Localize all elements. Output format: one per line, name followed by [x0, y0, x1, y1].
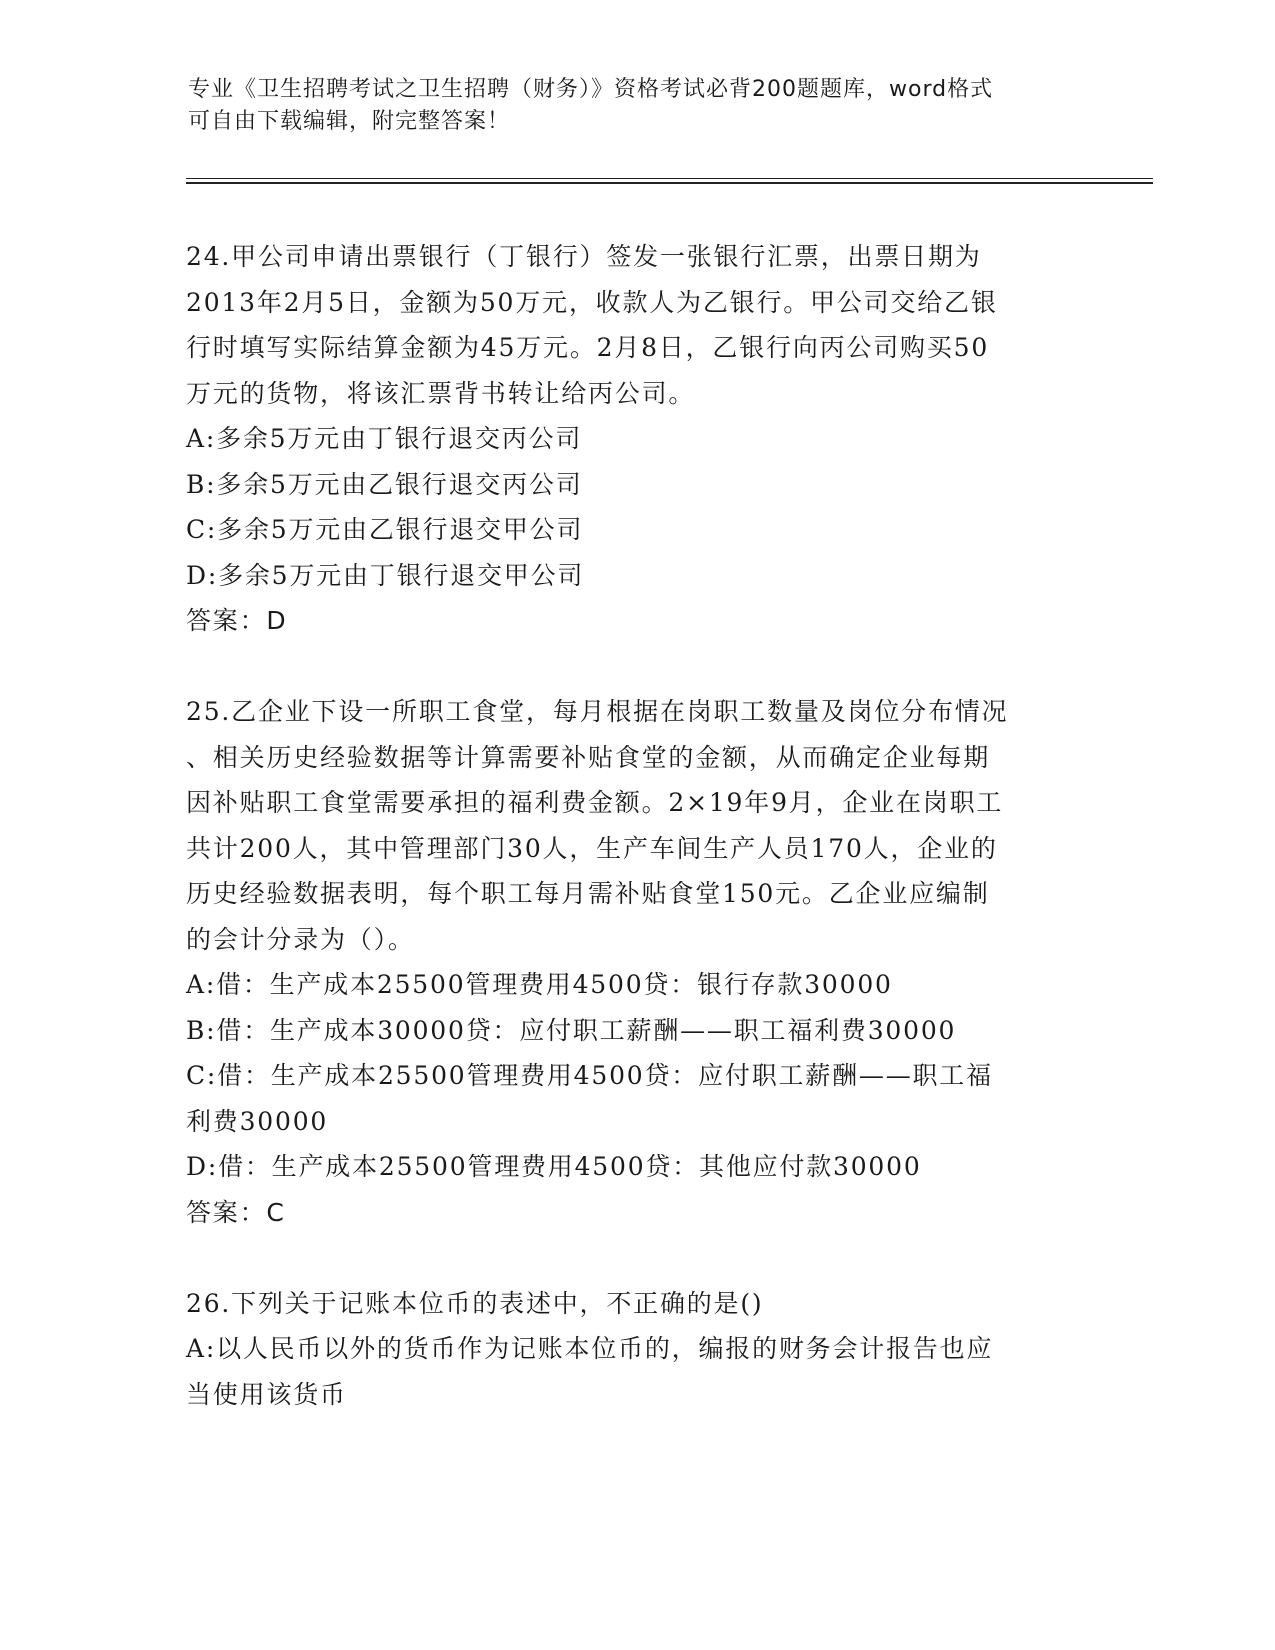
question-text-line: 历史经验数据表明，每个职工每月需补贴食堂150元。乙企业应编制: [186, 879, 990, 908]
question-text-line: 行时填写实际结算金额为45万元。2月8日，乙银行向丙公司购买50: [186, 333, 990, 362]
header-line-2: 可自由下载编辑，附完整答案！: [188, 109, 511, 134]
option-b: B:借：生产成本30000贷：应付职工薪酬——职工福利费30000: [186, 1015, 957, 1045]
question-text-line: 、相关历史经验数据等计算需要补贴食堂的金额，从而确定企业每期: [186, 742, 991, 772]
question-text-line: 因补贴职工食堂需要承担的福利费金额。2×19年9月，企业在岗职工: [186, 788, 1004, 817]
option-c: C:借：生产成本25500管理费用4500贷：应付职工薪酬——职工福: [186, 1061, 993, 1090]
option-d: D:多余5万元由丁银行退交甲公司: [186, 560, 585, 590]
answer-label: 答案：D: [186, 606, 288, 635]
question-24: [186, 234, 1086, 644]
question-list: [186, 234, 1086, 1417]
question-text-line: 24.甲公司申请出票银行（丁银行）签发一张银行汇票，出票日期为: [186, 242, 982, 271]
document-header: [188, 74, 1068, 138]
option-a-continued: 当使用该货币: [186, 1379, 347, 1409]
question-text-line: 25.乙企业下设一所职工食堂，每月根据在岗职工数量及岗位分布情况: [186, 697, 1009, 726]
answer-label: 答案：C: [186, 1197, 286, 1227]
question-26: [186, 1281, 1086, 1418]
option-b: B:多余5万元由乙银行退交丙公司: [186, 469, 583, 499]
question-spacer: [186, 1235, 1086, 1281]
question-text-line: 万元的货物，将该汇票背书转让给丙公司。: [186, 378, 696, 408]
option-d: D:借：生产成本25500管理费用4500贷：其他应付款30000: [186, 1152, 922, 1181]
option-c: C:多余5万元由乙银行退交甲公司: [186, 515, 584, 544]
question-text-line: 26.下列关于记账本位币的表述中，不正确的是(): [186, 1288, 764, 1318]
question-text-line: 的会计分录为（）。: [186, 924, 415, 954]
option-a: A:多余5万元由丁银行退交丙公司: [186, 424, 583, 453]
question-25: [186, 689, 1086, 1235]
question-text-line: 共计200人，其中管理部门30人，生产车间生产人员170人，企业的: [186, 833, 998, 863]
header-divider-thick: [186, 182, 1153, 184]
question-text-line: 2013年2月5日，金额为50万元，收款人为乙银行。甲公司交给乙银: [186, 287, 998, 317]
option-a: A:以人民币以外的货币作为记账本位币的，编报的财务会计报告也应: [186, 1334, 994, 1363]
option-c-continued: 利费30000: [186, 1106, 329, 1136]
question-spacer: [186, 644, 1086, 690]
header-divider-thin: [186, 178, 1153, 179]
option-a: A:借：生产成本25500管理费用4500贷：银行存款30000: [186, 970, 893, 999]
header-line-1: 专业《卫生招聘考试之卫生招聘（财务）》资格考试必背200题题库，word格式: [188, 77, 994, 102]
